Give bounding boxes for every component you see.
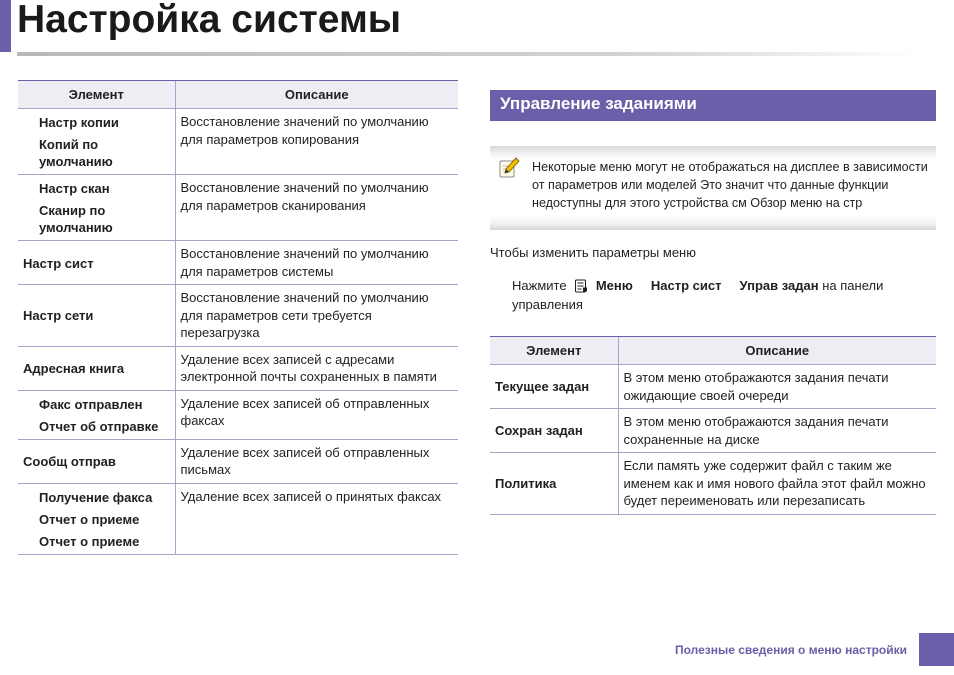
description-cell: В этом меню отображаются задания печати сохраненные на диске [618,409,936,453]
instruction-prefix: Нажмите [512,278,567,293]
description-cell: Удаление всех записей об отправленных письмах [175,439,458,483]
intro-text: Чтобы изменить параметры меню [490,245,696,260]
title-divider [17,52,917,56]
element-cell [18,241,175,285]
element-name: Получение факса [39,489,153,505]
element-cell [18,390,175,439]
element-cell [18,285,175,347]
element-name: Отчет об отправке [39,418,159,434]
table-row [490,365,936,409]
element-cell [18,439,175,483]
description-cell: Восстановление значений по умолчанию для параметров сети требуется перезагрузка [175,285,458,347]
table-header-row [18,81,458,109]
page-title: Настройка системы [17,0,402,41]
element-name: Сообщ отправ [23,454,116,469]
element-name: Политика [490,453,618,515]
description-cell: В этом меню отображаются задания печати ожидающие своей очереди [618,365,936,409]
element-name: Текущее задан [490,365,618,409]
element-cell [18,483,175,554]
description-cell: Восстановление значений по умолчанию для параметров системы [175,241,458,285]
element-name: Адресная книга [23,361,125,376]
column-header-element: Элемент [18,81,175,109]
instruction-suffix: на панели управления [512,278,884,312]
description-cell: Удаление всех записей с адресами электронной почты сохраненных в памяти [175,346,458,390]
column-header-element: Элемент [490,337,618,365]
section-header: Управление заданиями [490,90,936,121]
footer-link[interactable]: Полезные сведения о меню настройки [674,643,907,657]
element-name: Настр скан [39,181,110,196]
description-cell: Восстановление значений по умолчанию для параметров копирования [175,109,458,175]
table-row [18,285,458,347]
instruction-text [512,276,936,314]
settings-table [18,80,458,555]
note-box [490,146,936,230]
element-name: Отчет о приеме [39,533,140,549]
table-row [18,390,458,439]
menu-step-1: Меню [595,278,633,293]
column-header-description: Описание [618,337,936,365]
menu-step-3: Управ задан [739,278,819,293]
menu-icon [574,279,588,293]
job-management-table [490,336,936,515]
table-row [18,483,458,554]
element-name: Настр сети [23,308,94,324]
element-name: Настр сист [23,255,94,271]
description-cell: Удаление всех записей о принятых факсах [175,483,458,554]
table-header-row [490,337,936,365]
element-cell [18,346,175,390]
table-row [18,439,458,483]
table-row [18,346,458,390]
element-name: Факс отправлен [39,396,143,412]
title-accent-bar [0,0,11,52]
note-text: Некоторые меню могут не отображаться на дисплее в зависимости от параметров или моделей Это значит что данные функции недоступны для этого устройства см Обзор меню на стр [532,160,928,210]
element-cell [18,109,175,175]
element-cell [18,175,175,241]
table-row [490,409,936,453]
table-row [18,175,458,241]
element-name: Настр копии [39,115,119,130]
description-cell: Удаление всех записей об отправленных факсах [175,390,458,439]
menu-step-2: Настр сист [650,278,722,293]
element-name: Сохран задан [490,409,618,453]
table-row [18,241,458,285]
column-header-description: Описание [175,81,458,109]
table-row [18,109,458,175]
element-name: Сканир по умолчанию [39,203,113,235]
page-badge [919,633,954,666]
description-cell: Восстановление значений по умолчанию для параметров сканирования [175,175,458,241]
element-name: Отчет о приеме [39,511,140,527]
note-pencil-icon [498,157,520,179]
description-cell: Если память уже содержит файл с таким же именем как и имя нового файла этот файл можно будет переименовать или перезаписать [618,453,936,515]
element-name: Копий по умолчанию [39,137,113,169]
table-row [490,453,936,515]
